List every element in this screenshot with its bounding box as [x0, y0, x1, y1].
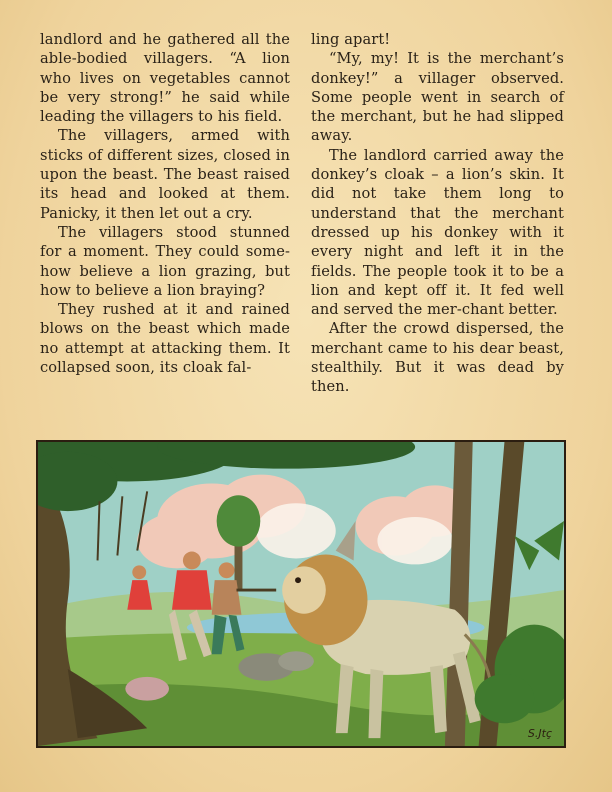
distant-tree-top	[217, 495, 261, 546]
rock	[278, 651, 314, 671]
text-column-right	[311, 30, 564, 397]
rock	[125, 677, 169, 701]
paragraph: The villagers stood stunned for a moment. They could some-how believe a lion grazing, but how to believe a lion braying?	[40, 223, 290, 299]
lion-eye	[295, 577, 301, 583]
paragraph: ling apart!	[311, 31, 391, 48]
artist-signature: S.Jtç	[527, 727, 552, 740]
lion-face	[282, 566, 326, 613]
paragraph: The villagers, armed with sticks of different sizes, closed in upon the beast. The beast raised its head and looked at them. Panicky, it then let out a cry.	[40, 127, 290, 222]
paragraph: They rushed at it and rained blows on the beast which made no attempt at attacking them. It collapsed soon, its cloak fal-	[40, 301, 290, 377]
paragraph: landlord and he gathered all the able-bodied villagers. “A lion who lives on vegetables cannot be very strong!” he said while leading the villagers to his field.	[40, 31, 290, 126]
illustration-scene	[38, 442, 564, 746]
text-column-left	[40, 30, 290, 377]
paragraph: “My, my! It is the merchant’s donkey!” a villager observed. Some people went in search of the merchant, but he had slipped away.	[311, 50, 564, 145]
story-illustration	[36, 440, 566, 748]
paragraph: After the crowd dispersed, the merchant came to his dear beast, stealthily. But it was dead by then.	[311, 320, 564, 396]
paragraph: The landlord carried away the donkey’s cloak – a lion’s skin. It did not take them long to understand that the merchant dressed up his donkey with it every night and left it in the fields. The people took it to be a lion and kept off it. It fed well and served the mer-chant better.	[311, 146, 564, 319]
